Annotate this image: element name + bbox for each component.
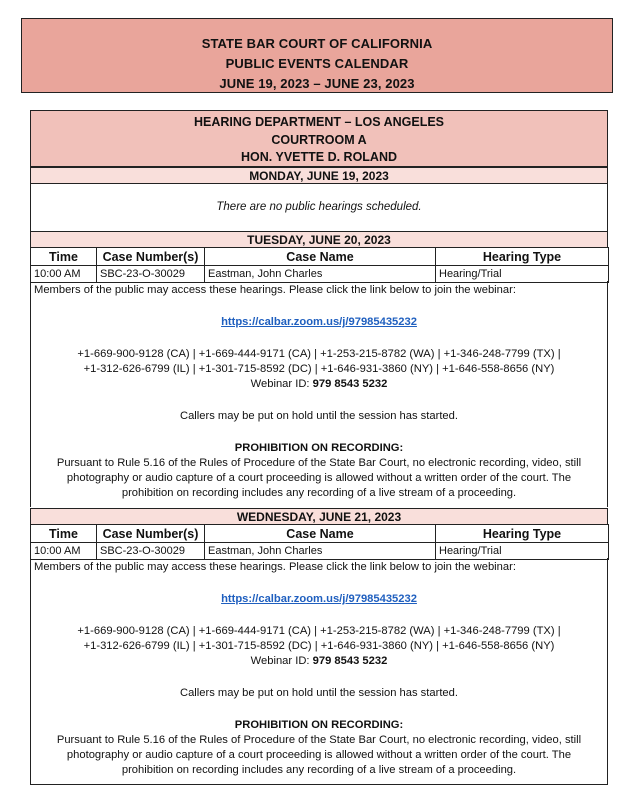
prohibition-text-3: prohibition on recording includes any recording of a live stream of a proceeding. bbox=[121, 487, 517, 499]
cell-case-name: Eastman, John Charles bbox=[205, 266, 436, 283]
prohibition-title: PROHIBITION ON RECORDING: bbox=[234, 442, 404, 454]
prohibition-text-2: photography or audio capture of a court proceeding is allowed without a written order of the court. The bbox=[66, 749, 572, 761]
webinar-info-wednesday bbox=[30, 558, 608, 784]
department-name: HEARING DEPARTMENT – LOS ANGELES bbox=[193, 115, 445, 129]
col-case-name: Case Name bbox=[205, 248, 436, 266]
table-header-row bbox=[31, 248, 609, 266]
table-header-row bbox=[31, 525, 609, 543]
hearings-table-wednesday bbox=[30, 524, 609, 560]
banner-subtitle: PUBLIC EVENTS CALENDAR bbox=[225, 56, 409, 71]
prohibition-text-3: prohibition on recording includes any recording of a live stream of a proceeding. bbox=[121, 764, 517, 776]
col-case-name: Case Name bbox=[205, 525, 436, 543]
banner-title: STATE BAR COURT OF CALIFORNIA bbox=[201, 36, 433, 51]
col-case-number: Case Number(s) bbox=[97, 248, 205, 266]
judge-name: HON. YVETTE D. ROLAND bbox=[240, 150, 398, 164]
webinar-id-line bbox=[31, 654, 607, 669]
webinar-link[interactable]: https://calbar.zoom.us/j/97985435232 bbox=[221, 316, 417, 328]
phone-numbers-line-2: +1-312-626-6799 (IL) | +1-301-715-8592 (DC) | +1-646-931-3860 (NY) | +1-646-558-8656 (NY) bbox=[83, 363, 555, 375]
access-instructions: Members of the public may access these hearings. Please click the link below to join the webinar: bbox=[34, 561, 516, 573]
prohibition-text-1: Pursuant to Rule 5.16 of the Rules of Procedure of the State Bar Court, no electronic recording, video, still bbox=[56, 734, 582, 746]
hold-notice: Callers may be put on hold until the session has started. bbox=[180, 410, 458, 422]
section-bottom-border bbox=[30, 784, 608, 785]
phone-numbers-line-1: +1-669-900-9128 (CA) | +1-669-444-9171 (CA) | +1-253-215-8782 (WA) | +1-346-248-7799 (TX) | bbox=[77, 348, 561, 360]
webinar-id: 979 8543 5232 bbox=[312, 655, 388, 667]
col-time: Time bbox=[31, 248, 97, 266]
webinar-id-line bbox=[31, 377, 607, 392]
col-hearing-type: Hearing Type bbox=[436, 248, 609, 266]
webinar-id: 979 8543 5232 bbox=[312, 378, 388, 390]
prohibition-title: PROHIBITION ON RECORDING: bbox=[234, 719, 404, 731]
hearings-table-tuesday bbox=[30, 247, 609, 283]
cell-hearing-type: Hearing/Trial bbox=[436, 266, 609, 283]
banner-date-range: JUNE 19, 2023 – JUNE 23, 2023 bbox=[219, 76, 415, 91]
col-time: Time bbox=[31, 525, 97, 543]
hold-notice: Callers may be put on hold until the session has started. bbox=[180, 687, 458, 699]
cell-case-number: SBC-23-O-30029 bbox=[97, 543, 205, 560]
webinar-id-label: Webinar ID: bbox=[250, 655, 313, 667]
day-header-wednesday: WEDNESDAY, JUNE 21, 2023 bbox=[30, 508, 608, 525]
table-row bbox=[31, 543, 609, 560]
access-instructions: Members of the public may access these hearings. Please click the link below to join the webinar: bbox=[34, 284, 516, 296]
cell-time: 10:00 AM bbox=[31, 543, 97, 560]
webinar-id-label: Webinar ID: bbox=[250, 378, 313, 390]
courtroom: COURTROOM A bbox=[271, 132, 367, 147]
prohibition-text-2: photography or audio capture of a court proceeding is allowed without a written order of the court. The bbox=[66, 472, 572, 484]
table-row bbox=[31, 266, 609, 283]
cell-hearing-type: Hearing/Trial bbox=[436, 543, 609, 560]
prohibition-text-1: Pursuant to Rule 5.16 of the Rules of Procedure of the State Bar Court, no electronic recording, video, still bbox=[56, 457, 582, 469]
col-case-number: Case Number(s) bbox=[97, 525, 205, 543]
webinar-info-tuesday bbox=[30, 281, 608, 507]
col-hearing-type: Hearing Type bbox=[436, 525, 609, 543]
department-header bbox=[30, 110, 608, 167]
day-header-monday: MONDAY, JUNE 19, 2023 bbox=[30, 167, 608, 184]
phone-numbers-line-1: +1-669-900-9128 (CA) | +1-669-444-9171 (CA) | +1-253-215-8782 (WA) | +1-346-248-7799 (TX) | bbox=[77, 625, 561, 637]
phone-numbers-line-2: +1-312-626-6799 (IL) | +1-301-715-8592 (DC) | +1-646-931-3860 (NY) | +1-646-558-8656 (NY) bbox=[83, 640, 555, 652]
calendar-banner bbox=[21, 18, 613, 93]
no-hearings-note: There are no public hearings scheduled. bbox=[30, 184, 608, 231]
webinar-link[interactable]: https://calbar.zoom.us/j/97985435232 bbox=[221, 593, 417, 605]
day-header-tuesday: TUESDAY, JUNE 20, 2023 bbox=[30, 231, 608, 248]
cell-case-name: Eastman, John Charles bbox=[205, 543, 436, 560]
cell-time: 10:00 AM bbox=[31, 266, 97, 283]
cell-case-number: SBC-23-O-30029 bbox=[97, 266, 205, 283]
